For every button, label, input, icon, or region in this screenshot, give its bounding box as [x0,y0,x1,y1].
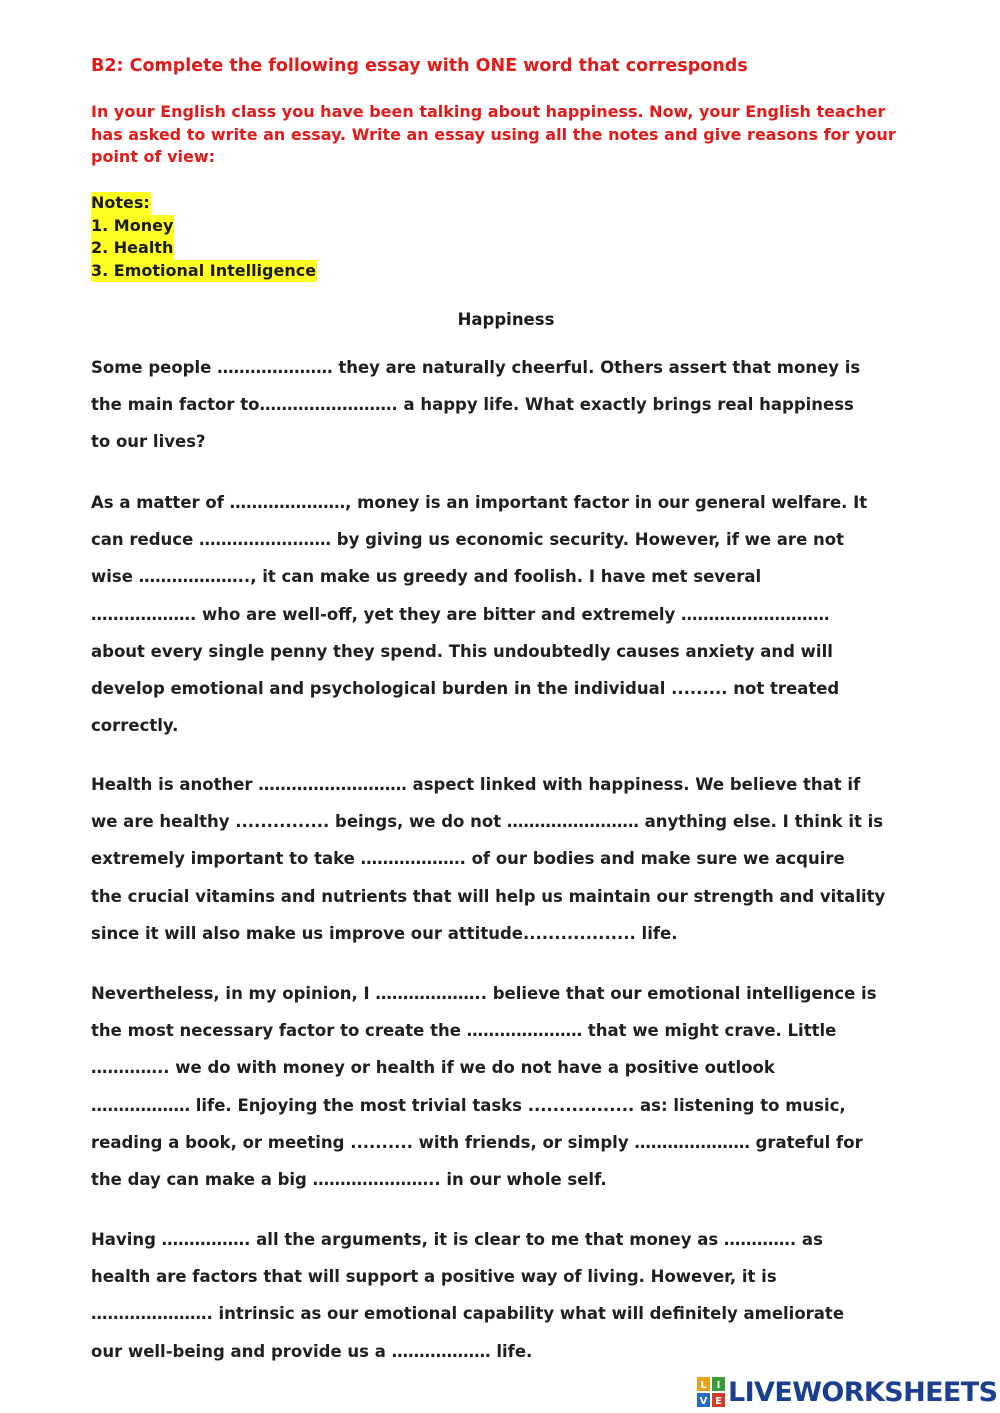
note-item-emotional-intelligence: 3. Emotional Intelligence [91,260,317,283]
liveworksheets-branding[interactable] [697,1374,997,1410]
essay-line: ………….. we do with money or health if we do not have a positive outlook [91,1058,775,1078]
essay-line: the most necessary factor to create the ………………… that we might crave. Little [91,1021,837,1041]
essay-line: Some people ………………… they are naturally cheerful. Others assert that money is [91,358,861,377]
essay-line: ……………… life. Enjoying the most trivial tasks ................. as: listening to music, [91,1095,846,1115]
essay-line: the day can make a big ………………….. in our whole self. [91,1170,607,1190]
essay-line: extremely important to take ………………. of our bodies and make sure we acquire [91,849,845,869]
essay-line: Health is another ……………………… aspect linked with happiness. We believe that if [91,775,861,794]
essay-paragraph-intro [91,349,923,461]
liveworksheets-logo-icon [697,1377,725,1407]
svg-text:L: L [700,1380,707,1391]
task-instructions: In your English class you have been talking about happiness. Now, your English teacher has asked to write an essay. Write an essay using all the notes and give reasons for your point of view: [91,102,896,166]
essay-line: to our lives? [91,432,206,452]
essay-line: correctly. [91,716,179,736]
essay-line: about every single penny they spend. This undoubtedly causes anxiety and will [91,641,833,661]
essay-paragraph-money [91,484,923,744]
essay-paragraph-health [91,766,923,952]
svg-text:V: V [699,1396,708,1407]
essay-paragraph-emotional-intelligence [91,975,923,1198]
svg-text:E: E [715,1396,722,1407]
essay-line: Having ……………. all the arguments, it is clear to me that money as …………. as [91,1230,823,1249]
essay-line: Nevertheless, in my opinion, I ……………….. believe that our emotional intelligence is [91,984,877,1003]
essay-line: …………………. intrinsic as our emotional capability what will definitely ameliorate [91,1304,845,1324]
essay-line: our well-being and provide us a ……………… life. [91,1341,533,1361]
task-title: B2: Complete the following essay with ONE word that corresponds [91,56,748,76]
svg-text:I: I [716,1380,721,1391]
essay-line: health are factors that will support a positive way of living. However, it is [91,1267,777,1287]
note-item-health: 2. Health [91,237,174,260]
essay-line: can reduce …………………… by giving us economic security. However, if we are not [91,530,844,550]
essay-title: Happiness [457,310,555,329]
essay-line: the crucial vitamins and nutrients that will help us maintain our strength and vitality [91,886,886,906]
note-item-money: 1. Money [91,215,174,238]
essay-line: reading a book, or meeting .......... with friends, or simply ………………… grateful for [91,1132,863,1152]
essay-line: develop emotional and psychological burden in the individual ......... not treated [91,679,840,699]
notes-list [91,192,317,282]
essay-line: wise ……………….., it can make us greedy and foolish. I have met several [91,567,762,587]
essay-line: ………………. who are well-off, yet they are bitter and extremely ……………………… [91,604,830,624]
essay-line: As a matter of …………………, money is an important factor in our general welfare. It [91,493,868,512]
notes-label: Notes: [91,192,151,215]
brand-name: LIVEWORKSHEETS [728,1376,998,1408]
essay-line: we are healthy ............... beings, we do not …………………… anything else. I think it is [91,812,884,832]
essay-line: the main factor to……………………. a happy life. What exactly brings real happiness [91,395,854,415]
essay-paragraph-conclusion [91,1221,923,1370]
essay-line: since it will also make us improve our attitude.................. life. [91,923,678,943]
